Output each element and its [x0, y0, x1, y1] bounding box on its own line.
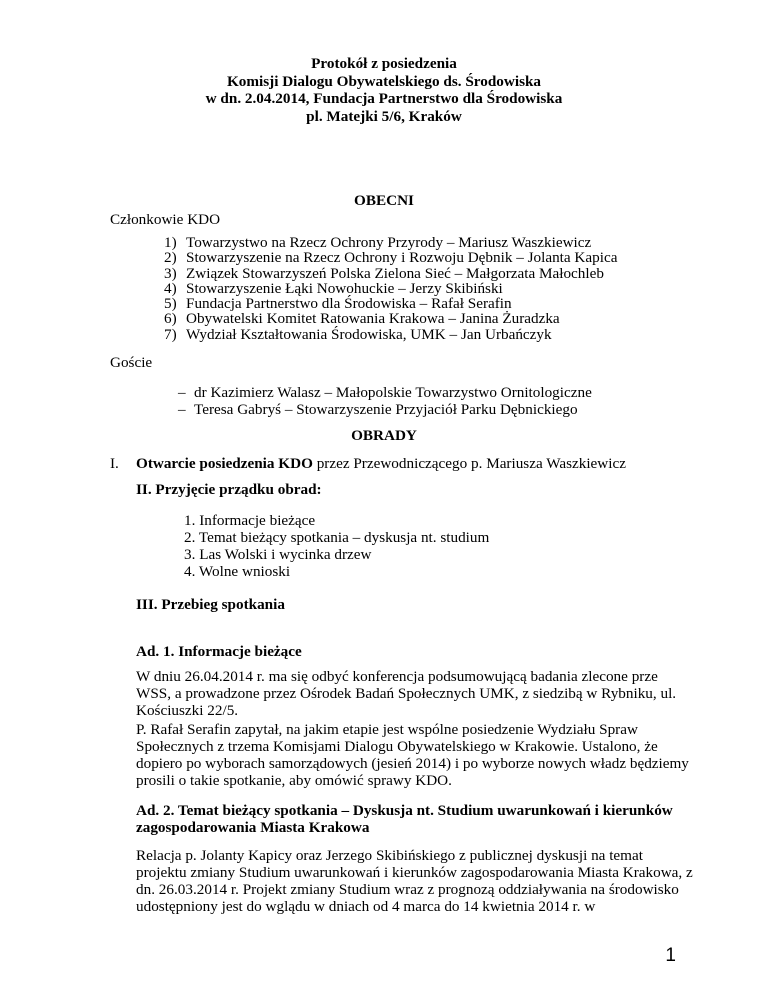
section-2-title: II. Przyjęcie prządku obrad: [136, 481, 322, 498]
page-number: 1 [665, 945, 676, 966]
header-committee: Komisji Dialogu Obywatelskiego ds. Środowiska [226, 72, 542, 90]
members-label: Członkowie KDO [110, 211, 221, 228]
guest-item: – Teresa Gabryś – Stowarzyszenie Przyjaciół Parku Dębnickiego [178, 401, 578, 418]
header-date-venue: w dn. 2.04.2014, Fundacja Partnerstwo dla Środowiska [205, 90, 563, 107]
proceedings-heading: OBRADY [351, 427, 417, 444]
section-3-title: III. Przebieg spotkania [136, 596, 285, 613]
member-item: 3) Związek Stowarzyszeń Polska Zielona Sieć – Małgorzata Małochleb [164, 264, 604, 282]
header-title: Protokół z posiedzenia [311, 55, 457, 72]
agenda-item: 4. Wolne wnioski [184, 563, 291, 580]
guests-label: Goście [110, 354, 153, 371]
member-item: 2) Stowarzyszenie na Rzecz Ochrony i Rozwoju Dębnik – Jolanta Kapica [164, 249, 618, 267]
member-item: 4) Stowarzyszenie Łąki Nowohuckie – Jerzy Skibiński [164, 279, 503, 297]
ad-1-paragraph-1: W dniu 26.04.2014 r. ma się odbyć konferencja podsumowującą badania zlecone prze WSS, a prowadzone przez Ośrodek Badań Społecznych UMK, z siedzibą w Rybniku, ul. Kościuszki 22/5. [136, 668, 677, 719]
ad-2-title: Ad. 2. Temat bieżący spotkania – Dyskusja nt. Studium uwarunkowań i kierunków zagospodarowania Miasta Krakowa [136, 802, 673, 836]
document-header [0, 55, 768, 125]
agenda-list [184, 512, 489, 580]
member-item: 5) Fundacja Partnerstwo dla Środowiska – Rafał Serafin [164, 295, 512, 313]
ad-1-paragraph-2: P. Rafał Serafin zapytał, na jakim etapie jest wspólne posiedzenie Wydziału Spraw Społecznych z trzema Komisjami Dialogu Obywatelskiego w Krakowie. Ustalono, że dopiero po wyborach samorządowych (jesień 2014) i po wyborze nowych władz będziemy prosili o takie spotkanie, aby omówić sprawy KDO. [136, 721, 689, 789]
member-item: 7) Wydział Kształtowania Środowiska, UMK – Jan Urbańczyk [164, 325, 552, 343]
agenda-item: 3. Las Wolski i wycinka drzew [184, 546, 372, 563]
section-1-number: I. [110, 455, 119, 472]
guests-list [178, 384, 592, 418]
members-list [164, 235, 617, 342]
ad-1-title: Ad. 1. Informacje bieżące [136, 643, 302, 660]
present-heading: OBECNI [354, 192, 414, 209]
header-address: pl. Matejki 5/6, Kraków [306, 107, 462, 125]
agenda-item: 2. Temat bieżący spotkania – dyskusja nt. studium [184, 529, 490, 546]
guest-item: – dr Kazimierz Walasz – Małopolskie Towarzystwo Ornitologiczne [178, 384, 592, 401]
member-item: 1) Towarzystwo na Rzecz Ochrony Przyrody – Mariusz Waszkiewicz [164, 234, 592, 251]
member-item: 6) Obywatelski Komitet Ratowania Krakowa – Janina Żuradzka [164, 310, 560, 328]
section-1-text: Otwarcie posiedzenia KDO przez Przewodniczącego p. Mariusza Waszkiewicz [136, 455, 626, 472]
agenda-item: 1. Informacje bieżące [184, 512, 316, 529]
ad-2-paragraph-1: Relacja p. Jolanty Kapicy oraz Jerzego Skibińskiego z publicznej dyskusji na temat projektu zmiany Studium uwarunkowań i kierunków zagospodarowania Miasta Krakowa, z dn. 26.03.2014 r. Projekt zmiany Studium wraz z prognozą oddziaływania na środowisko udostępniony jest do wglądu w dniach od 4 marca do 14 kwietnia 2014 r. w [136, 847, 693, 915]
